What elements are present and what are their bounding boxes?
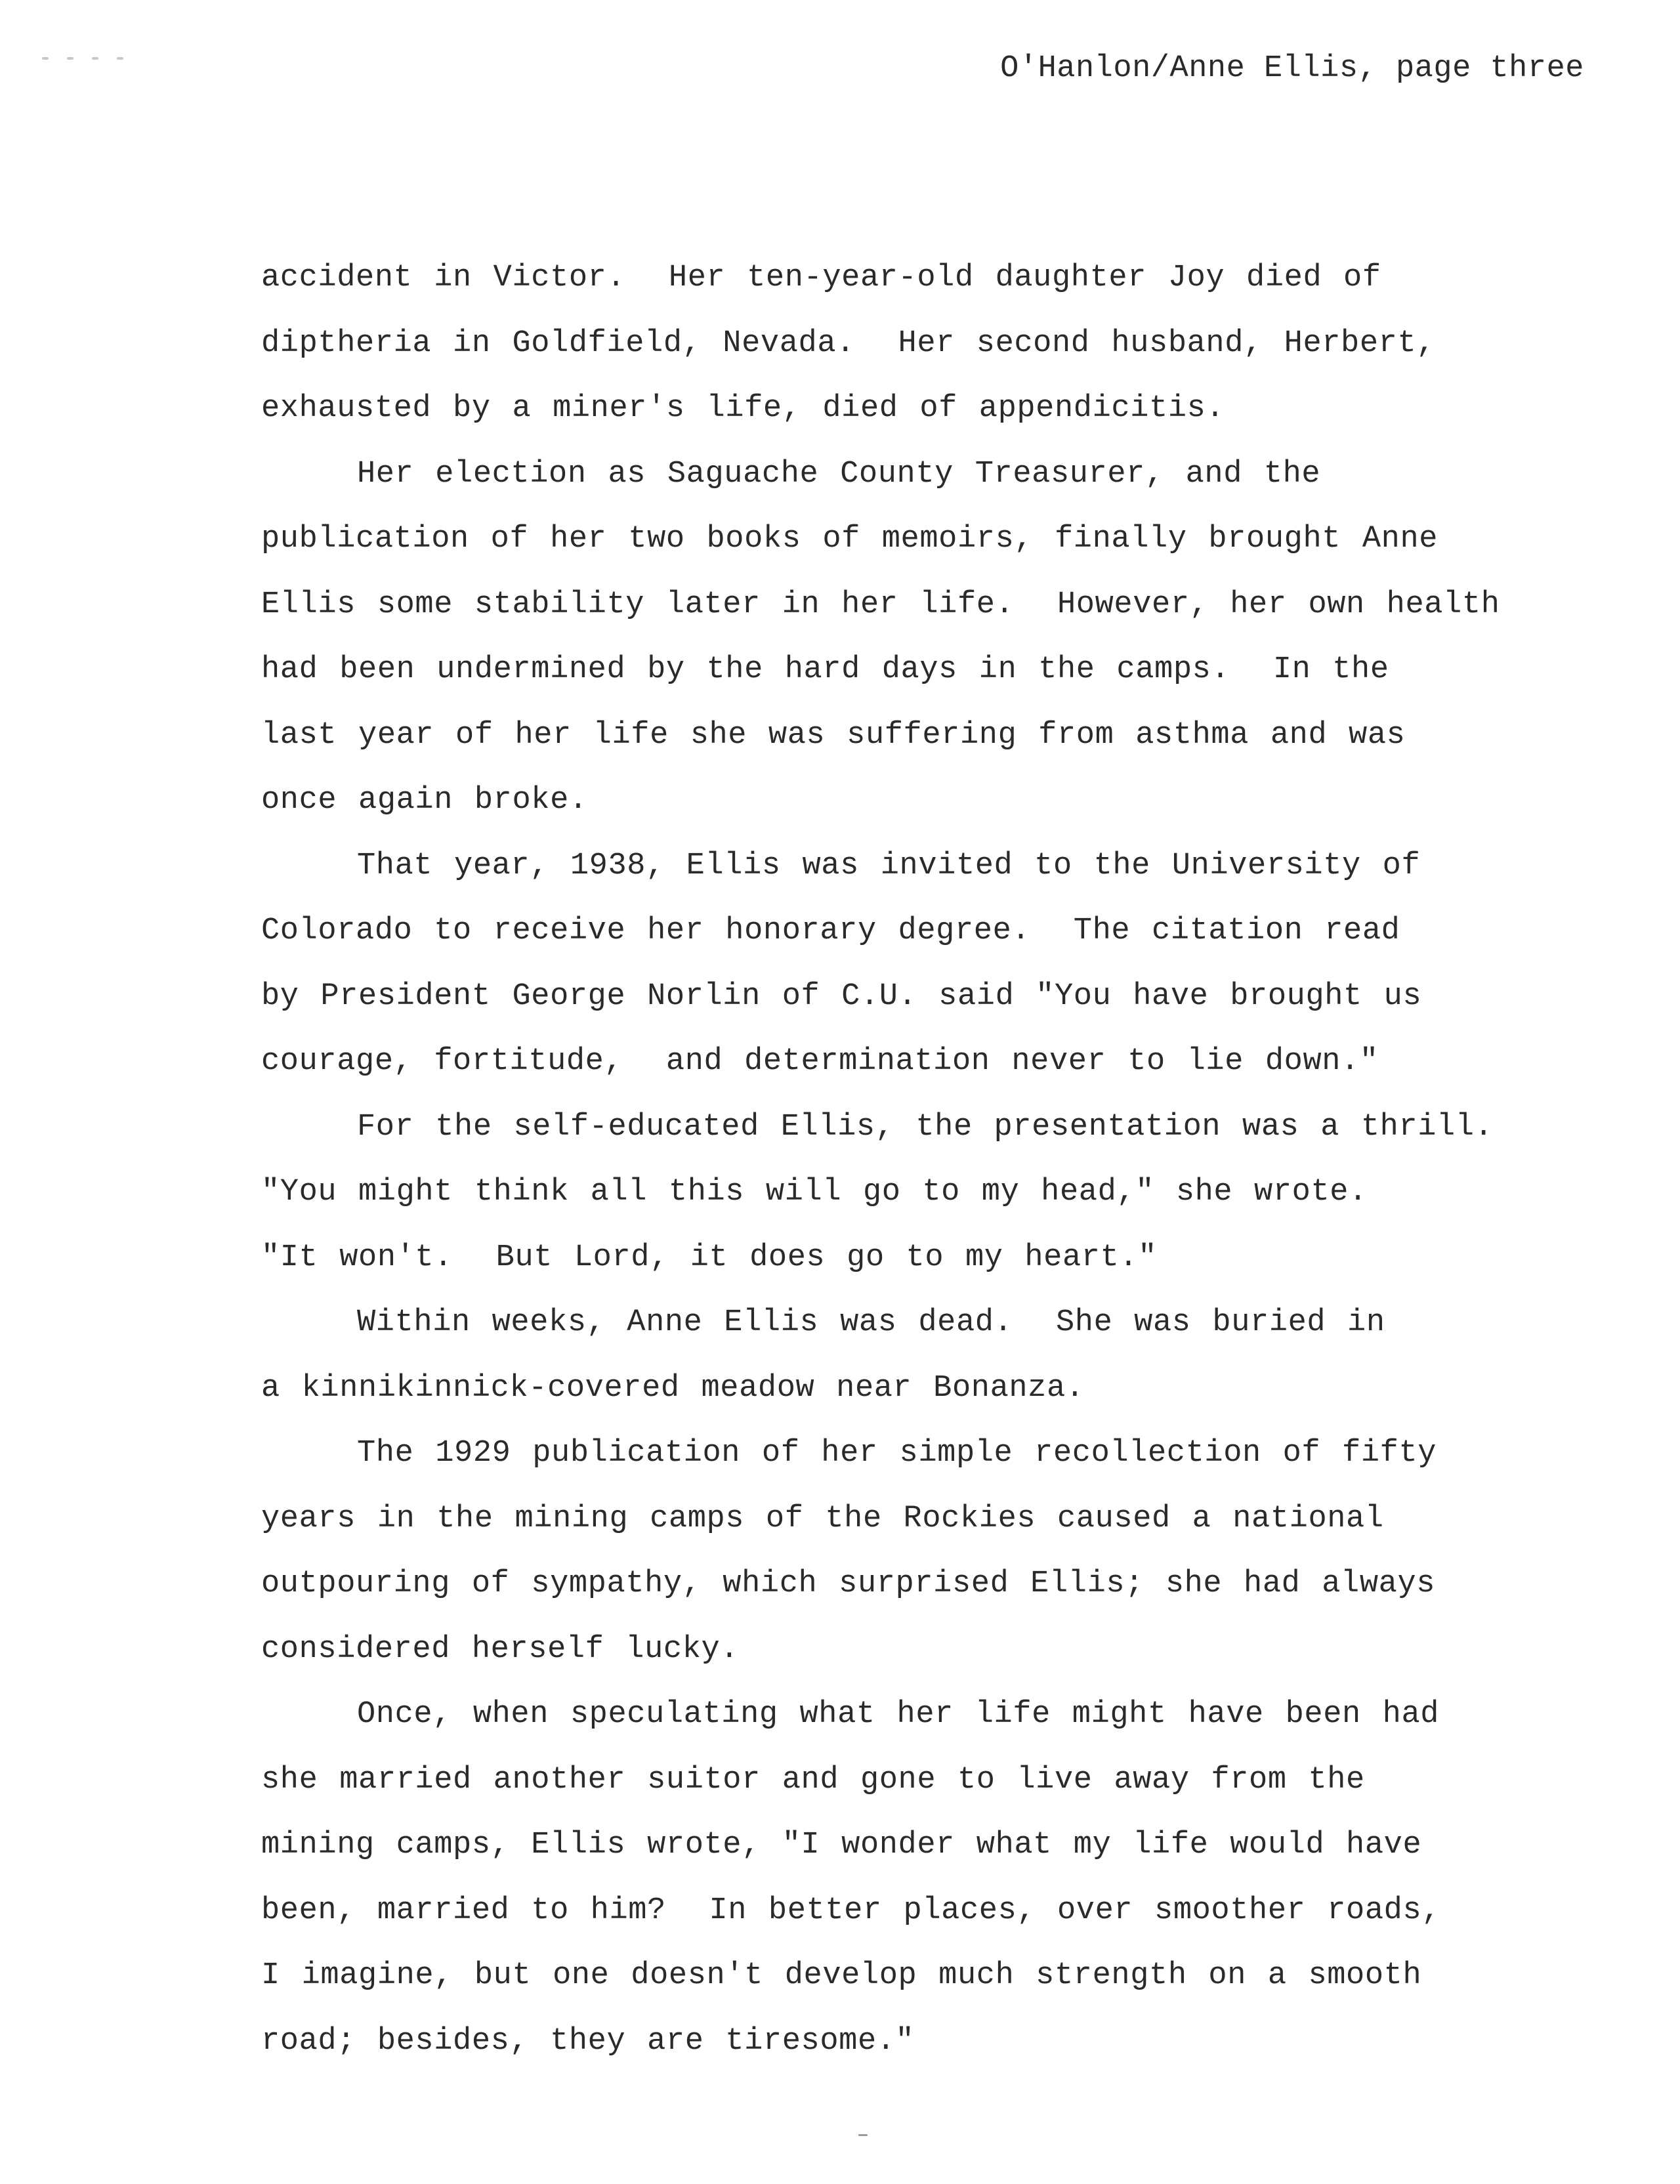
text-line: years in the mining camps of the Rockies caused a national bbox=[261, 1501, 1384, 1536]
text-line: considered herself lucky. bbox=[261, 1631, 740, 1667]
text-line: had been undermined by the hard days in the camps. In the bbox=[261, 652, 1389, 687]
text-line: Ellis some stability later in her life. However, her own health bbox=[261, 587, 1500, 622]
scan-smudge-marks bbox=[42, 51, 160, 56]
text-line: been, married to him? In better places, over smoother roads, bbox=[261, 1893, 1441, 1928]
paragraph-1 bbox=[261, 245, 1541, 442]
text-line: I imagine, but one doesn't develop much strength on a smooth bbox=[261, 1958, 1422, 1993]
text-line: mining camps, Ellis wrote, "I wonder what my life would have bbox=[261, 1828, 1422, 1862]
paragraph-7 bbox=[261, 1682, 1541, 2074]
text-line: publication of her two books of memoirs, finally brought Anne bbox=[261, 522, 1438, 556]
text-line: "You might think all this will go to my head," she wrote. bbox=[261, 1175, 1368, 1209]
text-line: Within weeks, Anne Ellis was dead. She was buried in bbox=[357, 1305, 1385, 1340]
text-line: accident in Victor. Her ten-year-old daughter Joy died of bbox=[261, 261, 1381, 295]
paragraph-2 bbox=[261, 442, 1541, 833]
text-line: Colorado to receive her honorary degree. The citation read bbox=[261, 914, 1400, 948]
text-line: Her election as Saguache County Treasurer, and the bbox=[357, 456, 1321, 492]
text-line: courage, fortitude, and determination never to lie down." bbox=[261, 1044, 1379, 1079]
body-text bbox=[261, 245, 1541, 2074]
paragraph-3 bbox=[261, 833, 1541, 1095]
text-line: exhausted by a miner's life, died of appendicitis. bbox=[261, 391, 1225, 426]
text-line: Once, when speculating what her life might have been had bbox=[357, 1697, 1440, 1732]
text-line: That year, 1938, Ellis was invited to the University of bbox=[357, 848, 1421, 883]
running-header: O'Hanlon/Anne Ellis, page three bbox=[1000, 51, 1584, 86]
paragraph-5 bbox=[261, 1290, 1541, 1421]
paragraph-4 bbox=[261, 1095, 1541, 1291]
paragraph-6 bbox=[261, 1421, 1541, 1682]
text-line: she married another suitor and gone to live away from the bbox=[261, 1762, 1365, 1797]
text-line: road; besides, they are tiresome." bbox=[261, 2023, 915, 2059]
text-line: The 1929 publication of her simple recollection of fifty bbox=[357, 1436, 1437, 1471]
text-line: For the self-educated Ellis, the presentation was a thrill. bbox=[357, 1109, 1494, 1144]
text-line: outpouring of sympathy, which surprised Ellis; she had always bbox=[261, 1566, 1436, 1601]
scan-speck bbox=[858, 2134, 868, 2136]
text-line: last year of her life she was suffering from asthma and was bbox=[261, 717, 1406, 753]
text-line: diptheria in Goldfield, Nevada. Her second husband, Herbert, bbox=[261, 326, 1436, 361]
text-line: once again broke. bbox=[261, 783, 588, 818]
text-line: "It won't. But Lord, it does go to my heart." bbox=[261, 1240, 1158, 1275]
text-line: by President George Norlin of C.U. said "You have brought us bbox=[261, 978, 1422, 1014]
text-line: a kinnikinnick-covered meadow near Bonanza. bbox=[261, 1370, 1085, 1406]
